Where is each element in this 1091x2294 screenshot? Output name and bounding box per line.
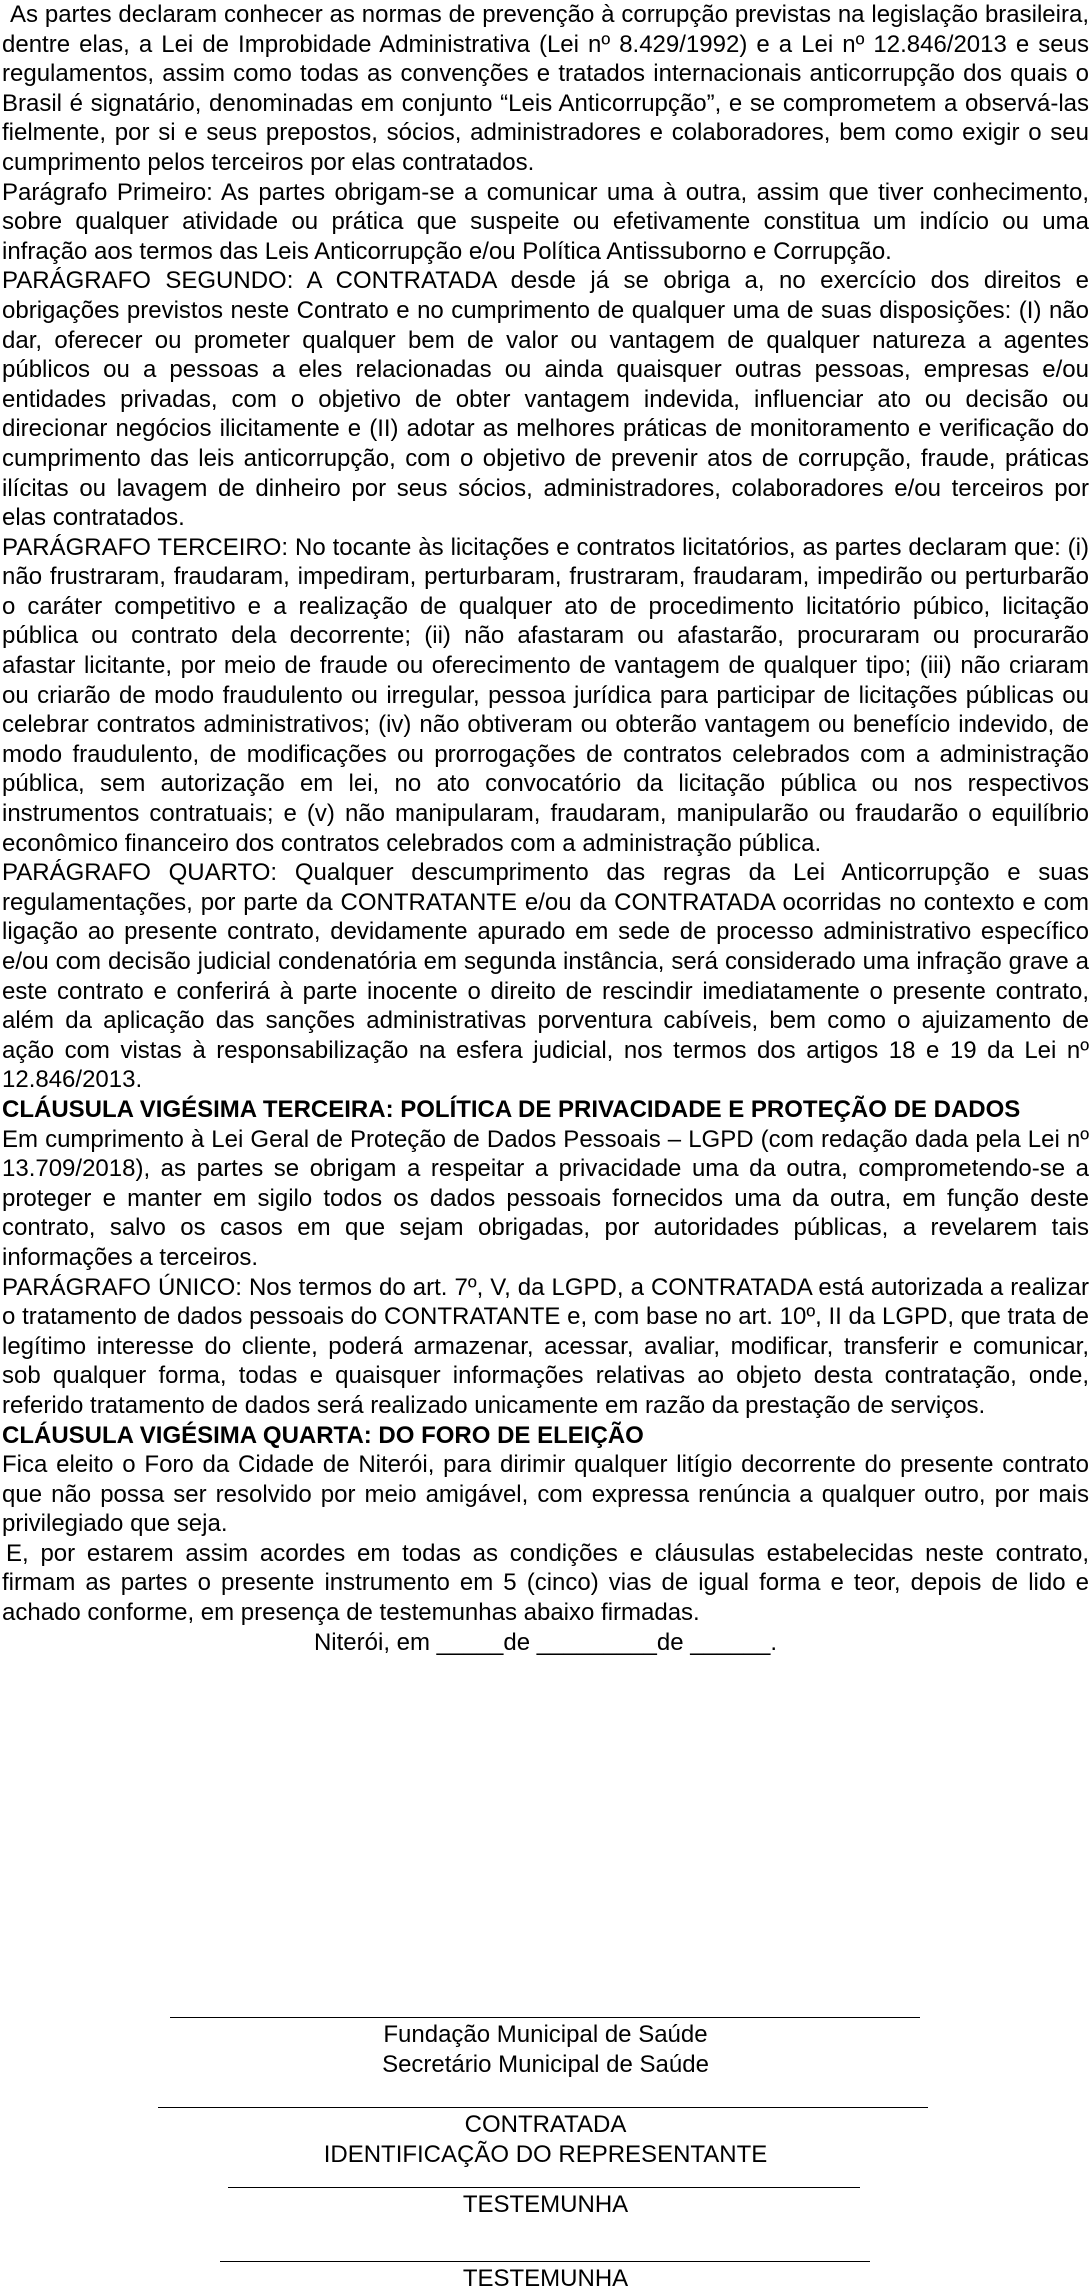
- witness-1-block: [0, 2190, 1091, 2220]
- clause-23-heading: CLÁUSULA VIGÉSIMA TERCEIRA: POLÍTICA DE PRIVACIDADE E PROTEÇÃO DE DADOS: [2, 1095, 1021, 1123]
- contratada-label: CONTRATADA: [464, 2111, 627, 2138]
- paragraph-first: Parágrafo Primeiro: As partes obrigam-se a comunicar uma à outra, assim que tiver conhecimento, sobre qualquer atividade ou prática que suspeite ou efetivamente constitua um indício ou uma infração aos termos das Leis Anticorrupção e/ou Política Antissuborno e Corrupção.: [2, 178, 1089, 265]
- paragraph-fourth: PARÁGRAFO QUARTO: Qualquer descumprimento das regras da Lei Anticorrupção e suas regulamentações, por parte da CONTRATANTE e/ou da CONTRATADA ocorridas no contexto e com ligação ao presente contrato, devidamente apurado em sede de processo administrativo específico e/ou com decisão judicial condenatória em segunda instância, será considerado uma infração grave a este contrato e conferirá à parte inocente o direito de rescindir imediatamente o presente contrato, além da aplicação das sanções administrativas porventura cabíveis, bem como o ajuizamento de ação com vistas à responsabilização na esfera judicial, nos termos dos artigos 18 e 19 da Lei nº 12.846/2013.: [2, 859, 1089, 1094]
- clause-23-sole-paragraph: PARÁGRAFO ÚNICO: Nos termos do art. 7º, V, da LGPD, a CONTRATADA está autorizada a realizar o tratamento de dados pessoais do CONTRATANTE e, com base no art. 10º, II da LGPD, que trata de legítimo interesse do cliente, poderá armazenar, acessar, avaliar, modificar, transferir e comunicar, sob qualquer forma, todas e quaisquer informações relativas ao objeto desta contratação, onde, referido tratamento de dados será realizado unicamente em razão da prestação de serviços.: [2, 1273, 1089, 1419]
- contratada-representative: IDENTIFICAÇÃO DO REPRESENTANTE: [323, 2141, 768, 2168]
- closing-paragraph: E, por estarem assim acordes em todas as condições e cláusulas estabelecidas neste contrato, firmam as partes o presente instrumento em 5 (cinco) vias de igual forma e teor, depois de lido e achado conforme, em presença de testemunhas abaixo firmadas.: [2, 1539, 1089, 1627]
- contratada-signature-line: [158, 2107, 928, 2108]
- anticorruption-paragraph: As partes declaram conhecer as normas de prevenção à corrupção previstas na legislação brasileira, dentre elas, a Lei de Improbidade Administrativa (Lei nº 8.429/1992) e a Lei nº 12.846/2013 e seus regulamentos, assim como todas as convenções e tratados internacionais anticorrupção dos quais o Brasil é signatário, denominadas em conjunto “Leis Anticorrupção”, e se comprometem a observá-las fielmente, por si e seus prepostos, sócios, administradores e colaboradores, bem como exigir o seu cumprimento pelos terceiros por elas contratados.: [2, 1, 1089, 176]
- contratante-name: Fundação Municipal de Saúde: [383, 2021, 708, 2048]
- clause-23-paragraph: Em cumprimento à Lei Geral de Proteção de Dados Pessoais – LGPD (com redação dada pela Lei nº 13.709/2018), as partes se obrigam a respeitar a privacidade uma da outra, comprometendo-se a proteger e manter em sigilo todos os dados pessoais fornecidos uma da outra, em função deste contrato, salvo os casos em que sejam obrigadas, por autoridades públicas, a revelarem tais informações a terceiros.: [2, 1125, 1089, 1271]
- contratada-signature-block: [0, 2110, 1091, 2170]
- clause-24-heading: CLÁUSULA VIGÉSIMA QUARTA: DO FORO DE ELEIÇÃO: [2, 1421, 644, 1449]
- witness-1-label: TESTEMUNHA: [462, 2191, 629, 2218]
- contratante-title: Secretário Municipal de Saúde: [382, 2051, 709, 2078]
- witness-1-signature-line: [228, 2187, 860, 2188]
- paragraph-third: PARÁGRAFO TERCEIRO: No tocante às licitações e contratos licitatórios, as partes declaram que: (i) não frustraram, fraudaram, impediram, perturbaram, frustraram, fraudaram, impedirão ou perturbarão o caráter competitivo e a realização de qualquer ato de procedimento licitatório púbico, licitação pública ou contrato dela decorrente; (ii) não afastaram ou afastarão, procuraram ou procurarão afastar licitante, por meio de fraude ou oferecimento de vantagem de qualquer tipo; (iii) não criaram ou criarão de modo fraudulento ou irregular, pessoa jurídica para participar de licitações públicas ou celebrar contratos administrativos; (iv) não obtiveram ou obterão vantagem ou benefício indevido, de modo fraudulento, de modificações ou prorrogações de contratos celebrados com a administração pública, sem autorização em lei, no ato convocatório da licitação pública ou nos respectivos instrumentos contratuais; e (v) não manipularam, fraudaram, manipularão ou fraudarão o equilíbrio econômico financeiro dos contratos celebrados com a administração pública.: [2, 533, 1089, 857]
- contratante-signature-line: [170, 2017, 920, 2018]
- contratante-signature-block: [0, 2020, 1091, 2080]
- paragraph-second: PARÁGRAFO SEGUNDO: A CONTRATADA desde já se obriga a, no exercício dos direitos e obrigações previstos neste Contrato e no cumprimento de qualquer uma de suas disposições: (I) não dar, oferecer ou prometer qualquer bem de valor ou vantagem de qualquer natureza a agentes públicos ou a pessoas a eles relacionadas ou ainda quaisquer outras pessoas, empresas e/ou entidades privadas, com o objetivo de obter vantagem indevida, influenciar ato ou decisão ou direcionar negócios ilicitamente e (II) adotar as melhores práticas de monitoramento e verificação do cumprimento das leis anticorrupção, com o objetivo de prevenir atos de corrupção, fraude, práticas ilícitas ou lavagem de dinheiro por seus sócios, administradores, colaboradores e/ou terceiros por elas contratados.: [2, 267, 1089, 532]
- witness-2-label: TESTEMUNHA: [462, 2265, 629, 2292]
- witness-2-block: [0, 2264, 1091, 2294]
- clause-24-paragraph: Fica eleito o Foro da Cidade de Niterói, para dirimir qualquer litígio decorrente do presente contrato que não possa ser resolvido por meio amigável, com expressa renúncia a qualquer outro, por mais privilegiado que seja.: [2, 1451, 1089, 1538]
- witness-2-signature-line: [220, 2261, 870, 2262]
- place-date-line: Niterói, em _____de _________de ______.: [313, 1628, 778, 1656]
